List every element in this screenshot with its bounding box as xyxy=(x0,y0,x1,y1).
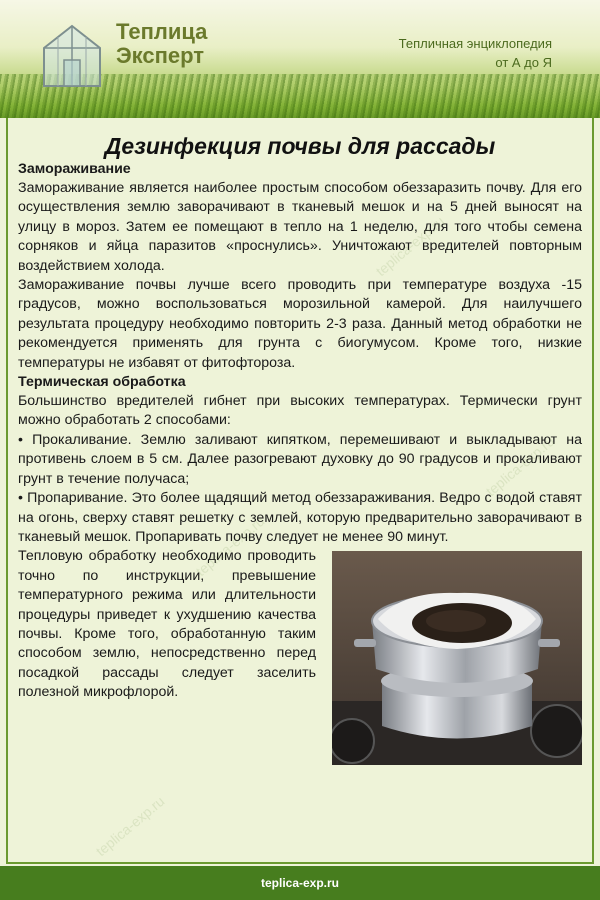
paragraph: Большинство вредителей гибнет при высоких температурах. Термически грунт можно обработать 2 способами: xyxy=(18,393,582,429)
paragraph: • Пропаривание. Это более щадящий метод обеззараживания. Ведро с водой ставят на огонь, сверху ставят решетку с землей, которую предварительно заворачивают в тканевый мешок. Пропаривать почву следует не менее 90 минут. xyxy=(18,490,582,545)
section-heading-thermal: Термическая обработка xyxy=(18,374,186,391)
tagline-line-2: от А до Я xyxy=(495,55,552,70)
watermark-text: teplica-exp.ru xyxy=(92,792,168,860)
article-panel xyxy=(6,118,594,864)
watermark-text: teplica-exp.ru xyxy=(192,512,268,580)
watermark-text: teplica-exp.ru xyxy=(372,212,448,280)
site-footer xyxy=(0,866,600,900)
site-header xyxy=(0,0,600,118)
paragraph: Тепловую обработку необходимо проводить точно по инструкции, превышение температурного режима или длительности процедуры приведет к ухудшению качества почвы. Кроме того, обработанную таким способом землю, непосредственно перед посадкой рассады следует заселить полезной микрофлорой. xyxy=(18,548,316,701)
tagline-line-1: Тепличная энциклопедия xyxy=(398,36,552,51)
paragraph: • Прокаливание. Землю заливают кипятком, перемешивают и выкладывают на противень слоем в 5 см. Далее разогревают духовку до 90 градусов и прокаливают грунт в течение получаса; xyxy=(18,431,582,487)
site-tagline xyxy=(399,34,552,72)
greenhouse-logo-icon xyxy=(40,20,104,90)
paragraph: Замораживание почвы лучше всего проводить при температуре воздуха -15 градусов, можно воспользоваться морозильной камерой. Для наилучшего результата процедуру необходимо повторить 2-3 раза. Данный метод обработки не рекомендуется применять для грунта с биогумусом. Кроме того, низкие температуры не избавят от фитофтороза. xyxy=(18,277,582,371)
site-logo[interactable] xyxy=(116,20,207,68)
footer-site-link[interactable]: teplica-exp.ru xyxy=(260,876,340,890)
watermark-text: teplica-exp.ru xyxy=(482,432,558,500)
steaming-pot-image xyxy=(332,551,582,765)
article-body xyxy=(8,160,592,703)
paragraph: Замораживание является наиболее простым способом обеззаразить почву. Для его осуществления землю заворачивают в тканевый мешок и на 5 дней выносят на улицу в мороз. Затем ее помещают в тепло на 1 неделю, для того чтобы семена сорняков и яйца паразитов «проснулись». Уничтожают вредителей повторным воздействием холода. xyxy=(18,180,582,274)
soil-steaming-photo xyxy=(332,551,582,765)
section-heading-freezing: Замораживание xyxy=(18,161,131,177)
logo-line-2: Эксперт xyxy=(116,43,205,68)
logo-line-1: Теплица xyxy=(116,19,208,44)
article-title: Дезинфекция почвы для рассады xyxy=(104,133,496,159)
